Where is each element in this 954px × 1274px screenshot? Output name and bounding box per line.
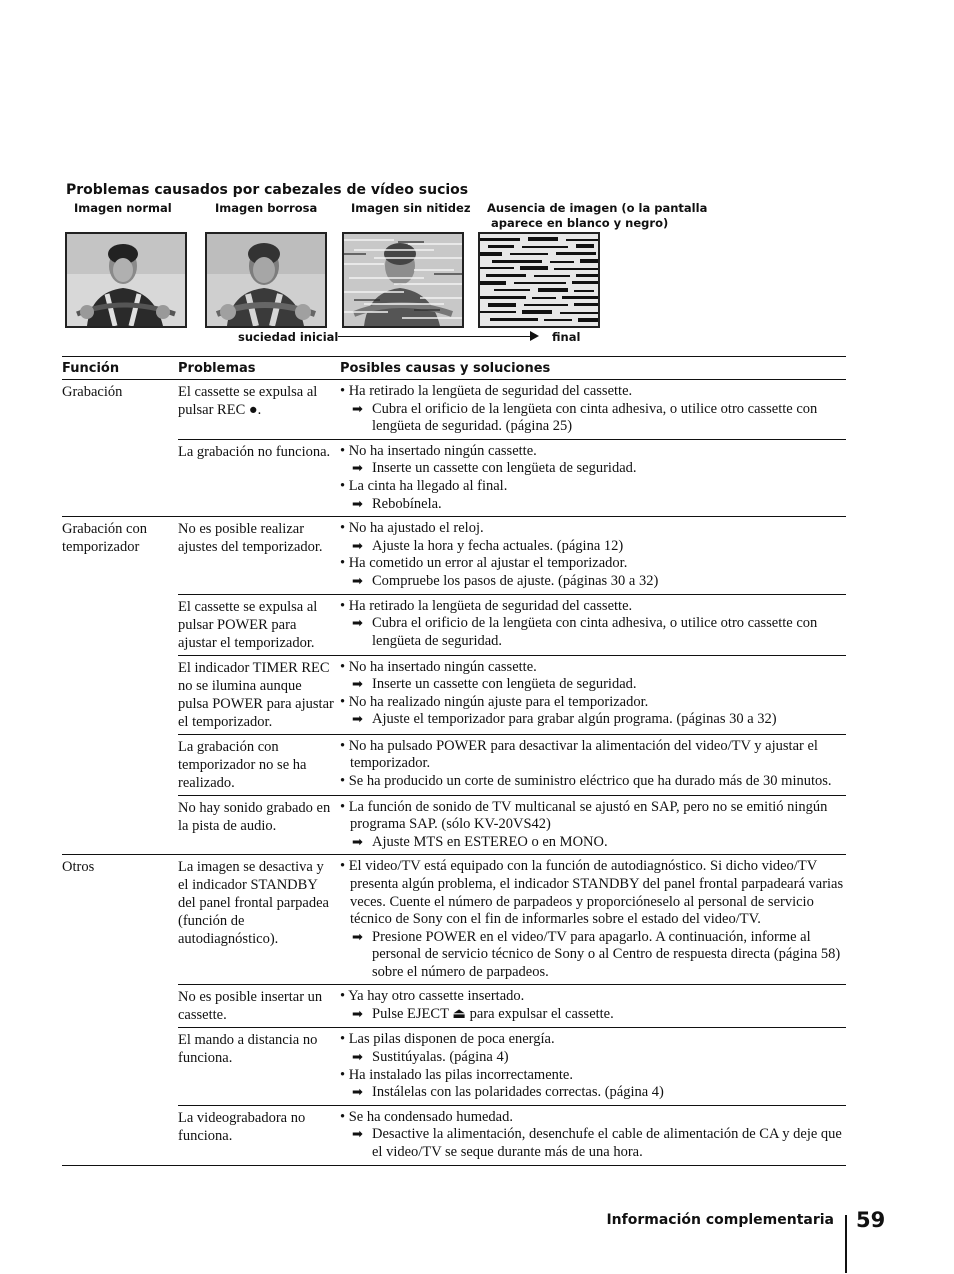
- function-group: [62, 855, 846, 1165]
- page-number: 59: [856, 1208, 886, 1232]
- solution-item: [340, 676, 846, 694]
- image-caption-unsharp: Imagen sin nitidez: [351, 201, 471, 215]
- scale-label-end: final: [552, 330, 581, 344]
- image-caption-normal: Imagen normal: [74, 201, 172, 215]
- table-row: [178, 517, 846, 593]
- solution-item: [340, 711, 846, 729]
- solutions-cell: [340, 988, 846, 1024]
- footer-section-label: Información complementaria: [606, 1212, 834, 1228]
- footer-divider: [845, 1215, 847, 1273]
- photo-normal-image: [65, 232, 187, 328]
- table-row: [178, 380, 846, 439]
- solution-item: [340, 615, 846, 650]
- solution-text: Presione POWER en el video/TV para apagarlo. A continuación, informe al personal de servicio técnico de Sony o al Centro de respuesta directa (página 58) sobre el número de parpadeos.: [372, 928, 841, 980]
- cause-text: • La cinta ha llegado al final.: [340, 477, 508, 494]
- arrow-right-icon: ➡: [352, 401, 363, 417]
- table-row: [178, 655, 846, 734]
- arrow-right-icon: ➡: [352, 712, 363, 728]
- arrow-right-icon: [530, 331, 539, 341]
- cause-text: • No ha realizado ningún ajuste para el temporizador.: [340, 693, 649, 710]
- table-row: [178, 734, 846, 795]
- solution-item: [340, 496, 846, 514]
- table-row: [178, 1105, 846, 1165]
- solution-text: Ajuste MTS en ESTEREO o en MONO.: [372, 833, 608, 850]
- solutions-cell: [340, 598, 846, 652]
- table-header: [62, 356, 846, 380]
- arrow-right-icon: ➡: [352, 616, 363, 632]
- function-group: [62, 380, 846, 517]
- arrow-right-icon: ➡: [352, 461, 363, 477]
- solutions-cell: [340, 1031, 846, 1101]
- solution-item: [340, 538, 846, 556]
- problem-text: La grabación no funciona.: [178, 443, 331, 460]
- cause-text: • Ha instalado las pilas incorrectamente.: [340, 1066, 573, 1083]
- solutions-cell: [340, 858, 846, 981]
- problem-text: El cassette se expulsa al pulsar REC ●.: [178, 384, 318, 418]
- problem-text: El mando a distancia no funciona.: [178, 1032, 318, 1067]
- cause-text: • No ha ajustado el reloj.: [340, 520, 484, 537]
- arrow-right-icon: ➡: [352, 1007, 363, 1023]
- solutions-cell: [340, 520, 846, 590]
- problem-text: El cassette se expulsa al pulsar POWER para ajustar el temporizador.: [178, 598, 318, 651]
- problem-text: La videograbadora no funciona.: [178, 1109, 306, 1144]
- solution-item: [340, 573, 846, 591]
- solution-text: Rebobínela.: [372, 495, 442, 512]
- cause-text: • La función de sonido de TV multicanal se ajustó en SAP, pero no se emitió ningún programa SAP. (sólo KV-20VS42): [340, 798, 828, 833]
- header-problems: Problemas: [178, 361, 256, 376]
- solution-text: Ajuste la hora y fecha actuales. (página 12): [372, 537, 624, 554]
- photo-blurry-image: [205, 232, 327, 328]
- solution-text: Cubra el orificio de la lengüeta con cinta adhesiva, o utilice otro cassette con lengüeta de seguridad. (página 25): [372, 400, 818, 435]
- arrow-right-icon: ➡: [352, 1127, 363, 1143]
- arrow-right-icon: ➡: [352, 1085, 363, 1101]
- table-row: [178, 855, 846, 984]
- solution-item: [340, 1084, 846, 1102]
- solutions-cell: [340, 443, 846, 513]
- solution-item: [340, 929, 846, 982]
- problem-text: No hay sonido grabado en la pista de audio.: [178, 799, 331, 834]
- solution-text: Inserte un cassette con lengüeta de seguridad.: [372, 460, 637, 477]
- solution-text: Pulse EJECT ⏏ para expulsar el cassette.: [372, 1006, 614, 1023]
- solution-item: [340, 1126, 846, 1161]
- cause-text: • El video/TV está equipado con la función de autodiagnóstico. Si dicho video/TV presenta algún problema, el indicador STANDBY del panel frontal parpadeará varias veces. Cuente el número de parpadeos y proporcióneselo al personal de servicio técnico de Sony con el fin de informarles sobre el estado del video/TV.: [340, 858, 844, 928]
- solution-item: [340, 1006, 846, 1024]
- solution-text: Sustitúyalas. (página 4): [372, 1049, 509, 1066]
- solution-text: Compruebe los pasos de ajuste. (páginas 30 a 32): [372, 572, 659, 589]
- solution-item: [340, 1049, 846, 1067]
- cause-text: • Las pilas disponen de poca energía.: [340, 1031, 555, 1048]
- arrow-right-icon: ➡: [352, 677, 363, 693]
- solutions-cell: [340, 659, 846, 731]
- arrow-right-icon: ➡: [352, 929, 363, 945]
- image-caption-blurry: Imagen borrosa: [215, 201, 318, 215]
- problem-text: El indicador TIMER REC no se ilumina aunque pulsa POWER para ajustar el temporizador.: [178, 659, 334, 730]
- cause-text: • Ya hay otro cassette insertado.: [340, 988, 525, 1005]
- header-function: Función: [62, 361, 120, 376]
- table-row: [178, 984, 846, 1027]
- cause-text: • No ha pulsado POWER para desactivar la alimentación del video/TV y ajustar el temporizador.: [340, 737, 818, 772]
- photo-unsharp-image: [342, 232, 464, 328]
- function-label: Grabación con temporizador: [62, 521, 147, 556]
- cause-text: • Ha retirado la lengüeta de seguridad del cassette.: [340, 383, 633, 399]
- arrow-right-icon: ➡: [352, 538, 363, 554]
- cause-text: • Ha retirado la lengüeta de seguridad del cassette.: [340, 597, 633, 614]
- table-body: [62, 380, 846, 1166]
- problem-text: La imagen se desactiva y el indicador STANDBY del panel frontal parpadea (función de autodiagnóstico).: [178, 859, 329, 948]
- image-caption-no-image: Ausencia de imagen (o la pantalla aparece en blanco y negro): [487, 201, 708, 230]
- dirt-scale-line: [338, 336, 534, 337]
- function-label: Otros: [62, 859, 95, 876]
- table-row: [178, 594, 846, 655]
- solution-text: Inserte un cassette con lengüeta de seguridad.: [372, 676, 637, 693]
- section-title: Problemas causados por cabezales de vídeo sucios: [66, 182, 469, 198]
- solution-text: Cubra el orificio de la lengüeta con cinta adhesiva, o utilice otro cassette con lengüeta de seguridad.: [372, 615, 818, 649]
- problem-text: No es posible realizar ajustes del temporizador.: [178, 521, 323, 556]
- solutions-cell: [340, 383, 846, 436]
- cause-text: • No ha insertado ningún cassette.: [340, 658, 537, 675]
- solutions-cell: [340, 738, 846, 792]
- solution-text: Ajuste el temporizador para grabar algún programa. (páginas 30 a 32): [372, 711, 777, 728]
- solution-text: Instálelas con las polaridades correctas. (página 4): [372, 1084, 664, 1101]
- cause-text: • Se ha condensado humedad.: [340, 1108, 513, 1125]
- problem-text: La grabación con temporizador no se ha realizado.: [178, 738, 307, 791]
- cause-text: • No ha insertado ningún cassette.: [340, 442, 537, 459]
- photo-no-image: [478, 232, 600, 328]
- solutions-cell: [340, 1109, 846, 1162]
- troubleshooting-table: [62, 356, 846, 1166]
- scale-label-start: suciedad inicial: [238, 330, 339, 344]
- solutions-cell: [340, 799, 846, 852]
- cause-text: • Se ha producido un corte de suministro eléctrico que ha durado más de 30 minutos.: [340, 772, 832, 789]
- solution-item: [340, 834, 846, 852]
- header-solutions: Posibles causas y soluciones: [340, 361, 551, 376]
- solution-item: [340, 460, 846, 478]
- solution-item: [340, 401, 846, 436]
- problem-text: No es posible insertar un cassette.: [178, 989, 323, 1024]
- table-row: [178, 795, 846, 855]
- table-row: [178, 1027, 846, 1104]
- function-group: [62, 517, 846, 855]
- function-label: Grabación: [62, 384, 123, 400]
- arrow-right-icon: ➡: [352, 573, 363, 589]
- solution-text: Desactive la alimentación, desenchufe el cable de alimentación de CA y deje que el video/TV se seque durante más de una hora.: [372, 1126, 842, 1161]
- arrow-right-icon: ➡: [352, 1050, 363, 1066]
- cause-text: • Ha cometido un error al ajustar el temporizador.: [340, 555, 628, 572]
- arrow-right-icon: ➡: [352, 496, 363, 512]
- arrow-right-icon: ➡: [352, 834, 363, 850]
- table-row: [178, 439, 846, 516]
